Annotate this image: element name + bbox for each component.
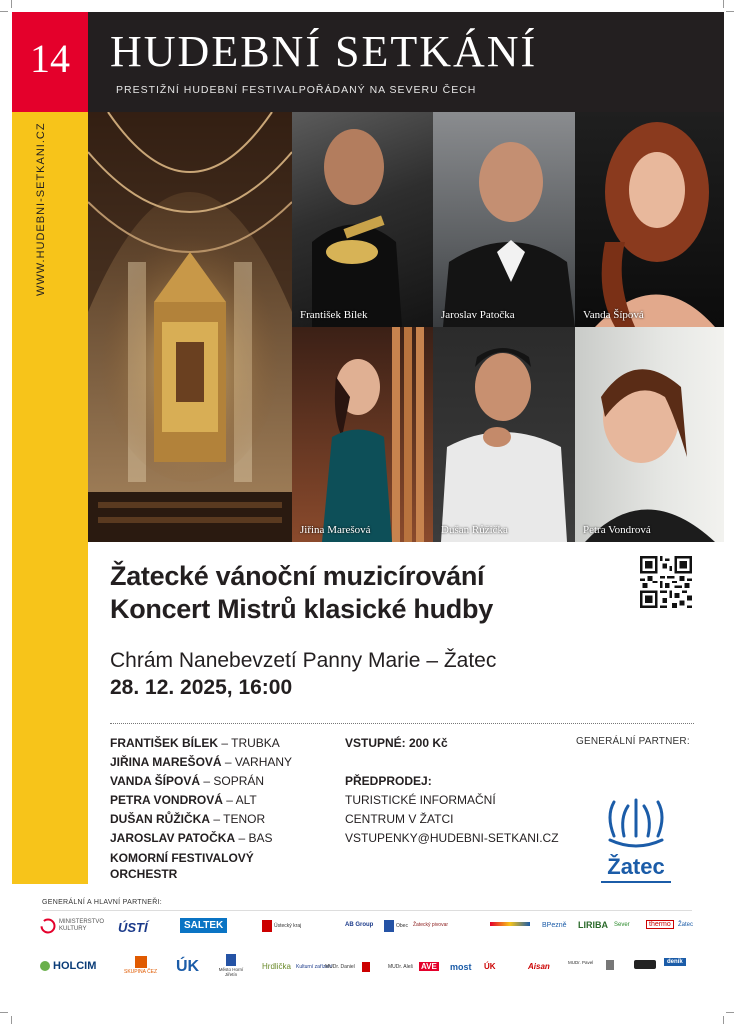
presale-place: CENTRUM V ŽATCI (345, 812, 454, 826)
performer-name: PETRA VONDROVÁ (110, 793, 223, 807)
partner-logo-text: ÚSTÍ (118, 920, 148, 935)
partner-logo[interactable] (176, 958, 199, 976)
partner-logo-text: MINISTERSTVO KULTURY (59, 919, 105, 932)
car-brand-icon (634, 960, 656, 969)
partner-logo-text: HOLCIM (53, 960, 97, 972)
partner-logo[interactable] (646, 920, 674, 929)
performer-role: – ALT (226, 793, 257, 807)
photo-caption: Dušan Růžička (441, 524, 508, 536)
photo-jirina maresova (292, 327, 433, 542)
crop-mark (0, 11, 8, 12)
partner-logo[interactable] (614, 922, 630, 928)
photo-caption: Vanda Šípová (583, 309, 644, 321)
partner-logo[interactable] (262, 962, 291, 971)
partner-logo-text: Kulturní zařízení (296, 964, 333, 970)
event-title (110, 560, 493, 626)
partner-logo[interactable] (388, 964, 413, 970)
church-illustration (88, 112, 292, 542)
holcim-icon (40, 961, 50, 971)
partners-label: GENERÁLNÍ A HLAVNÍ PARTNEŘI: (42, 899, 163, 906)
partner-logo[interactable] (528, 962, 550, 971)
partner-logo[interactable] (216, 954, 246, 977)
performer-row (110, 791, 340, 810)
zatec-logo-text: Žatec (607, 854, 665, 879)
partner-logo-text: BPezně (542, 922, 567, 929)
crop-mark (0, 1012, 8, 1013)
event-venue: Chrám Nanebevzetí Panny Marie – Žatec (110, 649, 497, 672)
partner-logo[interactable] (40, 960, 96, 972)
portrait-illustration (292, 112, 433, 327)
partner-logo[interactable] (40, 918, 105, 934)
photo-caption: Jiřina Marešová (300, 524, 371, 536)
performer-row (110, 734, 340, 753)
partner-logo-text: SKUPINA ČEZ (124, 969, 158, 975)
partner-logo[interactable] (345, 922, 373, 928)
crop-mark (726, 1012, 734, 1013)
photo-caption: Petra Vondrová (583, 524, 651, 536)
partner-logo[interactable] (664, 958, 686, 966)
ministry-icon (40, 918, 56, 934)
partner-logo-text: MUDr. Daniel (325, 964, 355, 970)
presale-label: PŘEDPRODEJ: (345, 774, 432, 788)
partner-logo-text: Hrdlička (262, 962, 291, 971)
event-venue-block (110, 647, 496, 701)
crop-mark (11, 0, 12, 8)
coat-of-arms-icon (262, 920, 272, 932)
ticket-info (345, 734, 559, 848)
cez-icon (135, 956, 147, 968)
partner-logo-text: AB Group (345, 922, 374, 928)
performer-name: JAROSLAV PATOČKA (110, 831, 236, 845)
performer-row (110, 753, 340, 772)
portrait-illustration (575, 112, 724, 327)
partner-logo[interactable] (262, 920, 301, 932)
presale-place: TURISTICKÉ INFORMAČNÍ (345, 793, 496, 807)
zatec-logo-underline (601, 881, 671, 883)
edition-number: 14 (12, 12, 88, 112)
performer-name: KOMORNÍ FESTIVALOVÝ ORCHESTR (110, 851, 254, 881)
event-title-line: Žatecké vánoční muzicírování (110, 561, 485, 591)
general-partner-label: GENERÁLNÍ PARTNER: (576, 736, 690, 747)
performers-list (110, 734, 340, 882)
portrait-illustration (292, 327, 433, 542)
partner-logo[interactable] (568, 960, 593, 965)
partner-logo[interactable] (325, 964, 355, 970)
partner-logo[interactable] (419, 962, 439, 971)
performer-name: VANDA ŠÍPOVÁ (110, 774, 201, 788)
partner-logo[interactable] (384, 920, 408, 932)
church-interior-photo (88, 112, 292, 542)
performer-row (110, 850, 280, 882)
event-title-line: Koncert Mistrů klasické hudby (110, 594, 493, 624)
partner-logo-text: Aisan (528, 962, 550, 971)
photo-dusan-ruzicka (433, 327, 575, 542)
event-datetime: 28. 12. 2025, 16:00 (110, 676, 293, 699)
photo-caption: František Bílek (300, 309, 368, 321)
partner-logo-text: MUDr. Aleš (388, 964, 414, 970)
performer-name: JIŘINA MAREŠOVÁ (110, 755, 222, 769)
photo-jaroslav-patocka (433, 112, 575, 327)
partners-divider (42, 910, 692, 911)
performer-row (110, 772, 340, 791)
partner-logo[interactable] (180, 918, 227, 933)
performer-role: – BAS (238, 831, 273, 845)
photo-petra-vondrova (575, 327, 724, 542)
partner-logo[interactable] (413, 922, 448, 928)
partner-logo-text: deník (667, 959, 683, 965)
portrait-illustration (433, 112, 575, 327)
hop-crown-icon (596, 796, 676, 856)
performer-row (110, 829, 340, 848)
coat-of-arms-icon (606, 960, 614, 970)
presale-email-link[interactable]: VSTUPENKY@HUDEBNI-SETKANI.CZ (345, 831, 559, 845)
partner-logo[interactable] (606, 960, 616, 970)
partner-logo[interactable] (578, 920, 608, 930)
performer-name: FRANTIŠEK BÍLEK (110, 736, 218, 750)
festival-title: HUDEBNÍ SETKÁNÍ (110, 27, 538, 76)
performer-role: – SOPRÁN (203, 774, 265, 788)
entry-price: VSTUPNÉ: 200 Kč (345, 736, 448, 750)
website-text: WWW.HUDEBNI-SETKANI.CZ (35, 122, 47, 296)
partner-logo-text: ÚK (484, 962, 496, 971)
performer-role: – TRUBKA (221, 736, 280, 750)
partner-logo-text: Žatecký pivovar (413, 922, 449, 928)
partner-logo[interactable] (118, 920, 148, 935)
partner-logo-text: most (450, 962, 472, 972)
performer-row (110, 810, 340, 829)
photo-vanda-sipova (575, 112, 724, 327)
portrait-illustration (433, 327, 575, 542)
partner-logo[interactable] (484, 962, 496, 971)
performer-role: – VARHANY (224, 755, 293, 769)
partner-logo-text: MUDr. Pavel (568, 960, 594, 965)
photo-frantisek-bilek (292, 112, 433, 327)
partner-logo-text: AVE (421, 962, 437, 971)
partner-logo[interactable] (634, 960, 656, 969)
portrait-illustration (575, 327, 724, 542)
photo-caption: Jaroslav Patočka (441, 309, 515, 321)
crop-mark (726, 11, 734, 12)
partner-logo-text: Obec (396, 923, 408, 929)
yellow-side-strip (12, 112, 88, 884)
crop-mark (11, 1016, 12, 1024)
partner-logo[interactable] (542, 922, 567, 929)
partner-logo-text: LIRIBA (578, 920, 608, 930)
coat-of-arms-icon (384, 920, 394, 932)
content-divider (110, 723, 694, 724)
partner-logo-text: ÚK (176, 958, 200, 975)
festival-subtitle: PRESTIŽNÍ HUDEBNÍ FESTIVALPOŘÁDANÝ NA SEVERU ČECH (116, 84, 477, 96)
partner-logo-text: Sever (614, 922, 630, 928)
coat-of-arms-icon (362, 962, 370, 972)
zatec-logo[interactable] (596, 796, 676, 880)
performer-name: DUŠAN RŮŽIČKA (110, 812, 210, 826)
partner-logo[interactable] (678, 922, 693, 928)
partner-logo[interactable] (450, 962, 472, 972)
partner-logo[interactable] (124, 956, 157, 975)
coat-of-arms-icon (226, 954, 236, 966)
crop-mark (723, 1016, 724, 1024)
partner-logo-text: SALTEK (184, 920, 224, 931)
crop-mark (723, 0, 724, 8)
partner-logo-text: Žatec (678, 922, 694, 928)
partner-logo[interactable] (490, 922, 532, 926)
stripe-icon (490, 922, 530, 926)
partner-logo-text: Město Horní Jiřetín (218, 967, 244, 977)
performer-role: – TENOR (213, 812, 266, 826)
partner-logo-text: Ústecký kraj (274, 923, 302, 929)
partner-logo[interactable] (362, 962, 372, 972)
qr-code[interactable] (640, 556, 692, 608)
partner-logo-text: thermo (649, 921, 671, 928)
